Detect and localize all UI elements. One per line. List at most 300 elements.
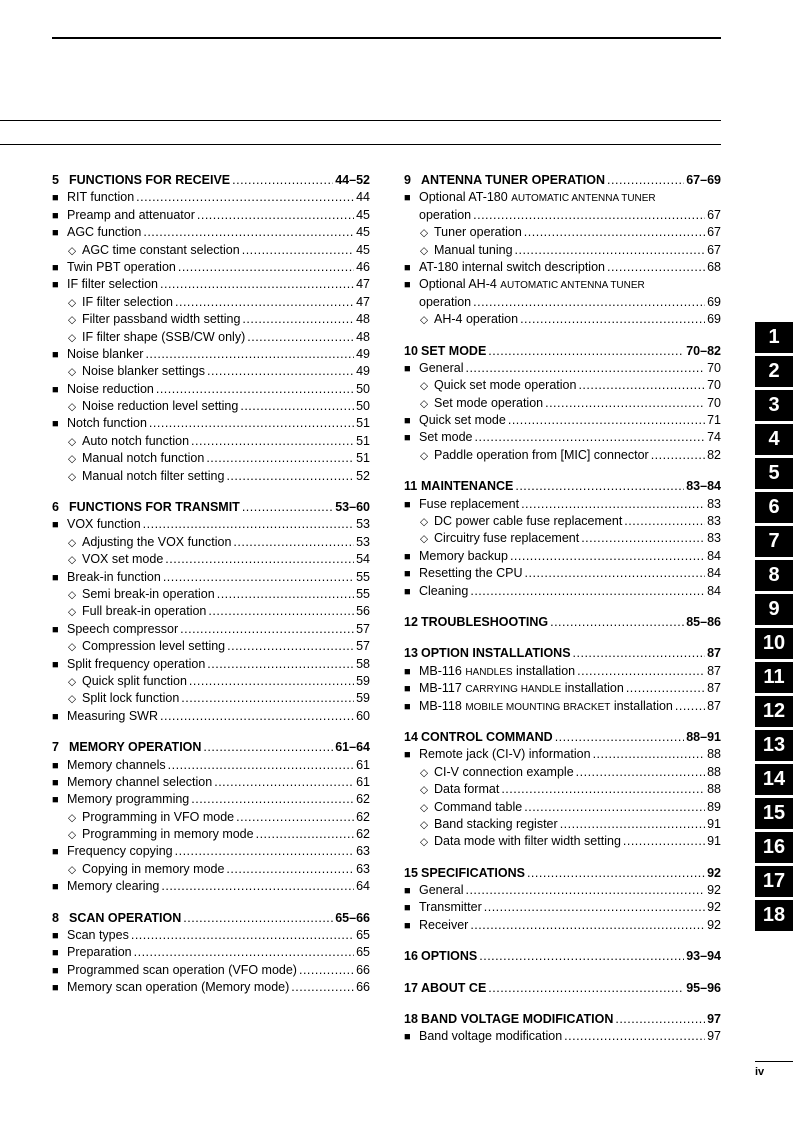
entry-page: 63 (356, 861, 370, 876)
section-title: OPTIONS (421, 949, 478, 964)
toc-entry[interactable] (52, 656, 370, 673)
dot-leader (160, 708, 354, 725)
dot-leader (206, 450, 354, 467)
toc-entry[interactable] (404, 917, 721, 934)
dot-leader (488, 980, 684, 997)
section-heading[interactable] (404, 980, 721, 997)
toc-entry[interactable] (52, 468, 370, 485)
section-heading[interactable] (404, 172, 721, 189)
toc-entry[interactable] (404, 816, 721, 833)
entry-page: 53 (356, 534, 370, 549)
entry-label (82, 450, 204, 467)
entry-label (67, 569, 161, 586)
toc-entry[interactable] (404, 746, 721, 763)
section-heading[interactable] (404, 729, 721, 746)
entry-label (434, 530, 579, 547)
toc-section (404, 1011, 721, 1046)
toc-entry[interactable] (52, 207, 370, 224)
dot-leader (607, 259, 705, 276)
square-bullet-icon: ■ (404, 902, 411, 915)
toc-entry[interactable] (52, 450, 370, 467)
dot-leader (488, 343, 684, 360)
toc-entry[interactable] (404, 311, 721, 328)
square-bullet-icon: ■ (52, 418, 59, 431)
diamond-bullet-icon: ◇ (420, 818, 429, 831)
entry-label (419, 565, 523, 582)
section-heading[interactable] (52, 499, 370, 516)
entry-text: operation (419, 207, 472, 222)
entry-page: 87 (707, 663, 721, 678)
dot-leader (291, 979, 354, 996)
entry-label (82, 861, 224, 878)
section-tab[interactable]: 14 (755, 764, 793, 795)
dot-leader (145, 346, 354, 363)
diamond-bullet-icon: ◇ (68, 314, 77, 327)
entry-page: 92 (707, 883, 721, 898)
entry-label (82, 551, 163, 568)
toc-section (52, 499, 370, 725)
diamond-bullet-icon: ◇ (420, 533, 429, 546)
toc-entry[interactable] (404, 259, 721, 276)
toc-entry[interactable] (52, 259, 370, 276)
diamond-bullet-icon: ◇ (420, 397, 429, 410)
entry-label (419, 583, 468, 600)
entry-label (67, 757, 166, 774)
entry-label (434, 833, 621, 850)
toc-entry[interactable] (52, 861, 370, 878)
toc-entry[interactable] (404, 899, 721, 916)
dot-leader (525, 565, 706, 582)
section-pages: 67–69 (686, 173, 721, 187)
entry-page: 46 (356, 259, 370, 274)
entry-text: Circuitry fuse replacement (434, 531, 580, 546)
diamond-bullet-icon: ◇ (68, 641, 77, 654)
toc-entry[interactable] (404, 663, 721, 680)
toc-entry[interactable] (52, 638, 370, 655)
toc-entry[interactable] (52, 276, 370, 293)
toc-entry[interactable] (52, 927, 370, 944)
section-tab[interactable]: 17 (755, 866, 793, 897)
dot-leader (207, 656, 354, 673)
entry-text: Tuner operation (434, 225, 522, 240)
entry-text: AGC function (67, 225, 142, 240)
toc-entry[interactable] (52, 242, 370, 259)
toc-entry[interactable] (404, 764, 721, 781)
section-number: 16 (404, 949, 418, 964)
entry-label (67, 224, 141, 241)
entry-page: 57 (356, 621, 370, 636)
dot-leader (560, 816, 705, 833)
entry-page: 59 (356, 691, 370, 706)
entry-text: Manual notch function (82, 451, 205, 466)
section-tab[interactable]: 2 (755, 356, 793, 387)
section-heading[interactable] (52, 172, 370, 189)
entry-page: 45 (356, 207, 370, 222)
diamond-bullet-icon: ◇ (68, 829, 77, 842)
dot-leader (232, 172, 333, 189)
entry-page: 82 (707, 447, 721, 462)
entry-label (419, 899, 482, 916)
toc-section (404, 614, 721, 631)
toc-entry[interactable] (404, 548, 721, 565)
section-number: 9 (404, 173, 411, 187)
toc-entry[interactable] (52, 398, 370, 415)
toc-entry[interactable] (404, 698, 721, 715)
toc-entry[interactable] (52, 962, 370, 979)
entry-text: Memory channels (67, 757, 166, 772)
toc-entry[interactable] (52, 621, 370, 638)
toc-entry[interactable] (52, 586, 370, 603)
toc-entry[interactable] (404, 882, 721, 899)
entry-page: 49 (356, 364, 370, 379)
entry-label (67, 189, 134, 206)
section-tab[interactable]: 10 (755, 628, 793, 659)
toc-entry[interactable] (52, 673, 370, 690)
entry-text: Quick set mode (419, 413, 506, 428)
section-tab[interactable]: 16 (755, 832, 793, 863)
dot-leader (573, 645, 706, 662)
entry-label (419, 294, 471, 311)
toc-entry[interactable] (52, 878, 370, 895)
entry-label (434, 781, 499, 798)
toc-entry[interactable] (404, 447, 721, 464)
diamond-bullet-icon: ◇ (420, 766, 429, 779)
dot-leader (593, 746, 706, 763)
entry-text: Manual notch filter setting (82, 468, 225, 483)
entry-label (82, 294, 173, 311)
entry-label (419, 259, 605, 276)
entry-page: 89 (707, 799, 721, 814)
entry-text: IF filter selection (67, 277, 159, 292)
entry-text: Quick split function (82, 673, 187, 688)
entry-page: 67 (707, 207, 721, 222)
toc-entry[interactable] (52, 363, 370, 380)
entry-page: 66 (356, 962, 370, 977)
entry-text: Programmed scan operation (VFO mode) (67, 962, 297, 977)
section-pages: 93–94 (686, 949, 721, 964)
section-tab[interactable]: 11 (755, 662, 793, 693)
toc-entry[interactable] (52, 381, 370, 398)
dot-leader (236, 809, 354, 826)
section-tab[interactable]: 13 (755, 730, 793, 761)
section-tab[interactable]: 3 (755, 390, 793, 421)
entry-text: Memory programming (67, 792, 190, 807)
toc-entry[interactable] (52, 415, 370, 432)
entry-text-small-caps: CARRYING HANDLE (465, 684, 562, 696)
toc-entry[interactable] (52, 690, 370, 707)
toc-entry[interactable] (404, 1028, 721, 1045)
entry-page: 65 (356, 928, 370, 943)
section-number: 8 (52, 910, 59, 925)
entry-page: 92 (707, 917, 721, 932)
section-tab[interactable]: 9 (755, 594, 793, 625)
section-tab[interactable]: 6 (755, 492, 793, 523)
dot-leader (191, 791, 354, 808)
entry-text: Band voltage modification (419, 1029, 563, 1044)
section-tab[interactable]: 4 (755, 424, 793, 455)
section-pages: 53–60 (335, 500, 370, 515)
dot-leader (240, 398, 354, 415)
entry-label (82, 398, 238, 415)
toc-entry[interactable] (52, 809, 370, 826)
section-pages: 85–86 (686, 614, 721, 629)
toc-section (404, 645, 721, 715)
entry-text: Preamp and attenuator (67, 207, 195, 222)
section-heading[interactable] (52, 739, 370, 756)
toc-entry[interactable] (404, 496, 721, 513)
section-tab[interactable]: 15 (755, 798, 793, 829)
section-heading[interactable] (404, 645, 721, 662)
dot-leader (465, 882, 705, 899)
entry-text: Preparation (67, 945, 132, 960)
entry-text: Auto notch function (82, 433, 190, 448)
toc-entry[interactable] (52, 329, 370, 346)
toc-entry[interactable] (404, 799, 721, 816)
entry-label (82, 329, 245, 346)
section-pages: 97 (707, 1012, 721, 1027)
square-bullet-icon: ■ (404, 498, 411, 511)
entry-label (82, 586, 215, 603)
toc-entry[interactable] (404, 294, 721, 311)
section-tab[interactable]: 7 (755, 526, 793, 557)
square-bullet-icon: ■ (52, 710, 59, 723)
entry-label (67, 962, 297, 979)
entry-page: 62 (356, 809, 370, 824)
entry-text: Twin PBT operation (67, 259, 176, 274)
entry-text: VOX function (67, 517, 141, 532)
toc-entry[interactable] (52, 774, 370, 791)
entry-page: 84 (707, 566, 721, 581)
square-bullet-icon: ■ (404, 568, 411, 581)
toc-entry[interactable] (404, 242, 721, 259)
toc-entry[interactable] (404, 224, 721, 241)
entry-page: 87 (707, 698, 721, 713)
toc-entry[interactable] (52, 826, 370, 843)
toc-entry[interactable] (404, 429, 721, 446)
entry-text: Adjusting the VOX function (82, 534, 232, 549)
entry-text: General (419, 883, 464, 898)
entry-text: Noise reduction (67, 381, 154, 396)
entry-label (434, 224, 522, 241)
square-bullet-icon: ■ (404, 749, 411, 762)
section-heading[interactable] (52, 910, 370, 927)
toc-entry[interactable] (52, 757, 370, 774)
entry-text: Set mode (419, 430, 473, 445)
entry-page: 45 (356, 225, 370, 240)
square-bullet-icon: ■ (52, 383, 59, 396)
entry-text: Memory scan operation (Memory mode) (67, 980, 290, 995)
entry-text: VOX set mode (82, 552, 164, 567)
dot-leader (578, 377, 705, 394)
dot-leader (624, 513, 705, 530)
entry-page: 45 (356, 242, 370, 257)
dot-leader (242, 499, 333, 516)
dot-leader (675, 698, 705, 715)
square-bullet-icon: ■ (52, 794, 59, 807)
square-bullet-icon: ■ (404, 683, 411, 696)
toc-right-column (404, 172, 721, 1060)
section-tabs (755, 322, 793, 934)
diamond-bullet-icon: ◇ (420, 314, 429, 327)
toc-entry[interactable] (404, 583, 721, 600)
entry-label (82, 638, 225, 655)
entry-text: Band stacking register (434, 816, 558, 831)
diamond-bullet-icon: ◇ (420, 784, 429, 797)
entry-label (67, 381, 154, 398)
dot-leader (226, 468, 354, 485)
section-tab[interactable]: 5 (755, 458, 793, 489)
section-heading[interactable] (404, 865, 721, 882)
diamond-bullet-icon: ◇ (68, 453, 77, 466)
diamond-bullet-icon: ◇ (420, 836, 429, 849)
entry-text: Programming in memory mode (82, 827, 254, 842)
entry-text: RIT function (67, 190, 135, 205)
section-tab[interactable]: 12 (755, 696, 793, 727)
square-bullet-icon: ■ (404, 415, 411, 428)
entry-text: Scan types (67, 928, 129, 943)
entry-label (434, 816, 558, 833)
toc-entry[interactable] (404, 513, 721, 530)
entry-page: 55 (356, 586, 370, 601)
dot-leader (242, 242, 354, 259)
section-heading[interactable] (404, 948, 721, 965)
toc-entry[interactable] (52, 294, 370, 311)
entry-text: IF filter selection (82, 294, 174, 309)
diamond-bullet-icon: ◇ (420, 380, 429, 393)
entry-label (67, 656, 205, 673)
section-number: 13 (404, 646, 418, 661)
section-heading[interactable] (404, 1011, 721, 1028)
toc-entry[interactable] (404, 833, 721, 850)
dot-leader (550, 614, 684, 631)
square-bullet-icon: ■ (404, 585, 411, 598)
toc-entry[interactable] (52, 346, 370, 363)
toc-entry[interactable] (52, 189, 370, 206)
section-number: 14 (404, 729, 418, 744)
toc-entry[interactable] (52, 569, 370, 586)
square-bullet-icon: ■ (404, 432, 411, 445)
entry-label (419, 412, 506, 429)
section-number: 6 (52, 500, 59, 515)
square-bullet-icon: ■ (52, 348, 59, 361)
entry-text: IF filter shape (SSB/CW only) (82, 329, 246, 344)
entry-page: 83 (707, 531, 721, 546)
entry-page: 70 (707, 395, 721, 410)
toc-entry[interactable] (52, 708, 370, 725)
dot-leader (168, 757, 354, 774)
toc-entry[interactable] (404, 377, 721, 394)
entry-page: 67 (707, 242, 721, 257)
section-tab[interactable]: 1 (755, 322, 793, 353)
toc-entry[interactable] (404, 530, 721, 547)
toc-entry[interactable] (52, 979, 370, 996)
dot-leader (143, 224, 354, 241)
entry-label (82, 468, 224, 485)
entry-text: Full break-in operation (82, 604, 207, 619)
square-bullet-icon: ■ (52, 759, 59, 772)
section-pages: 87 (707, 646, 721, 661)
entry-text: Compression level setting (82, 639, 226, 654)
toc-entry[interactable] (52, 224, 370, 241)
entry-page: 65 (356, 945, 370, 960)
section-heading[interactable] (404, 478, 721, 495)
entry-label (82, 311, 240, 328)
dot-leader (626, 680, 705, 697)
toc-entry[interactable] (52, 791, 370, 808)
toc-entry[interactable] (404, 395, 721, 412)
entry-page: 91 (707, 834, 721, 849)
entry-text: Noise blanker settings (82, 364, 205, 379)
entry-label (419, 276, 645, 293)
dot-leader (136, 189, 354, 206)
square-bullet-icon: ■ (404, 1031, 411, 1044)
dot-leader (156, 381, 354, 398)
section-title: BAND VOLTAGE MODIFICATION (421, 1012, 614, 1027)
dot-leader (299, 962, 354, 979)
dot-leader (175, 294, 354, 311)
dot-leader (470, 917, 705, 934)
section-heading[interactable] (404, 343, 721, 360)
toc-entry[interactable] (404, 680, 721, 697)
toc-section (404, 172, 721, 329)
toc-entry[interactable] (404, 781, 721, 798)
dot-leader (521, 496, 705, 513)
section-tab[interactable]: 18 (755, 900, 793, 931)
diamond-bullet-icon: ◇ (420, 801, 429, 814)
toc-entry[interactable] (404, 412, 721, 429)
diamond-bullet-icon: ◇ (68, 366, 77, 379)
toc-entry[interactable] (404, 189, 721, 206)
square-bullet-icon: ■ (52, 947, 59, 960)
square-bullet-icon: ■ (52, 227, 59, 240)
toc-entry[interactable] (52, 603, 370, 620)
toc-entry[interactable] (52, 516, 370, 533)
toc-section (404, 343, 721, 465)
toc-entry[interactable] (404, 360, 721, 377)
square-bullet-icon: ■ (404, 919, 411, 932)
square-bullet-icon: ■ (52, 279, 59, 292)
toc-entry[interactable] (52, 944, 370, 961)
dot-leader (134, 944, 354, 961)
toc-entry[interactable] (52, 433, 370, 450)
dot-leader (473, 207, 705, 224)
diamond-bullet-icon: ◇ (68, 331, 77, 344)
entry-label (434, 395, 543, 412)
section-title: FUNCTIONS FOR RECEIVE (69, 173, 231, 187)
section-heading[interactable] (404, 614, 721, 631)
toc-entry[interactable] (52, 551, 370, 568)
toc-entry[interactable] (404, 207, 721, 224)
square-bullet-icon: ■ (404, 261, 411, 274)
toc-entry[interactable] (404, 565, 721, 582)
entry-label (419, 207, 471, 224)
section-tab[interactable]: 8 (755, 560, 793, 591)
entry-text: Data format (434, 782, 500, 797)
entry-page: 74 (707, 430, 721, 445)
entry-text: Memory clearing (67, 879, 160, 894)
toc-entry[interactable] (52, 843, 370, 860)
dot-leader (149, 415, 354, 432)
entry-text: MB-118 (419, 698, 466, 713)
dot-leader (226, 861, 354, 878)
toc-entry[interactable] (52, 534, 370, 551)
diamond-bullet-icon: ◇ (420, 516, 429, 529)
entry-text: Noise reduction level setting (82, 399, 239, 414)
toc-entry[interactable] (404, 276, 721, 293)
entry-page: 52 (356, 468, 370, 483)
toc-entry[interactable] (52, 311, 370, 328)
square-bullet-icon: ■ (52, 846, 59, 859)
